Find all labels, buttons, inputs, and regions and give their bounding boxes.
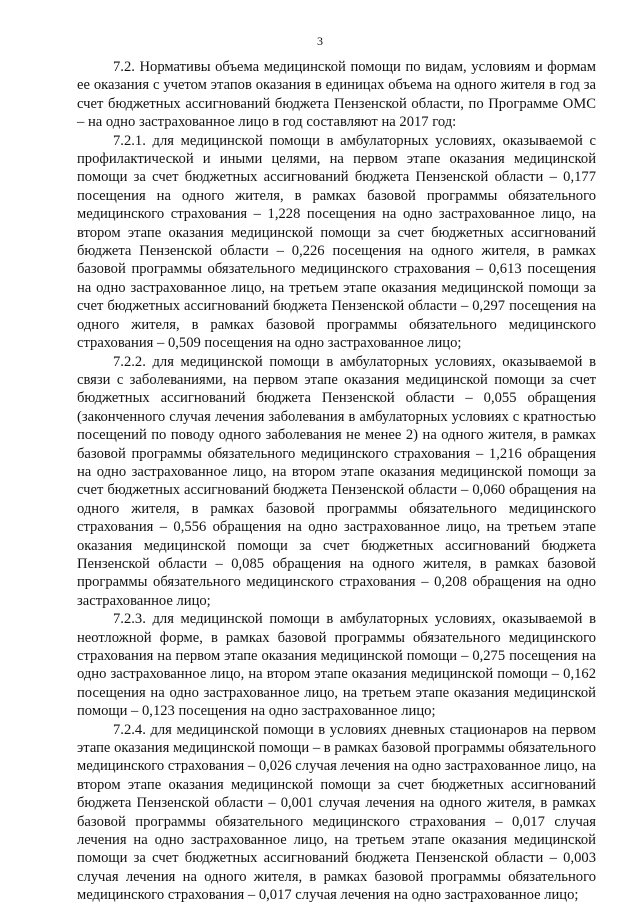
paragraph-7-2-2: 7.2.2. для медицинской помощи в амбулаторных условиях, оказываемой в связи с заболеваниями, на первом этапе оказания медицинской помощи за счет бюджетных ассигнований бюджета Пензенской области – 0,055 обращения (законченного случая лечения заболевания в амбулаторных условиях с кратностью посещений по поводу одного заболевания не менее 2) на одного жителя, в рамках базовой программы обязательного медицинского страхования – 1,216 обращения на одно застрахованное лицо, на втором этапе оказания медицинской помощи за счет бюджетных ассигнований бюджета Пензенской области – 0,060 обращения на одного жителя, в рамках базовой программы обязательного медицинского страхования – 0,556 обращения на одно застрахованное лицо, на третьем этапе оказания медицинской помощи за счет бюджетных ассигнований бюджета Пензенской области – 0,085 обращения на одного жителя, в рамках базовой программы обязательного медицинского страхования – 0,208 обращения на одно застрахованное лицо; <box>77 353 596 609</box>
document-body <box>77 58 596 905</box>
paragraph-7-2-3: 7.2.3. для медицинской помощи в амбулаторных условиях, оказываемой в неотложной форме, в рамках базовой программы обязательного медицинского страхования на первом этапе оказания медицинской помощи – 0,275 посещения на одно застрахованное лицо, на втором этапе оказания медицинской помощи – 0,162 посещения на одно застрахованное лицо, на третьем этапе оказания медицинской помощи – 0,123 посещения на одно застрахованное лицо; <box>77 611 596 720</box>
paragraph-7-2-4: 7.2.4. для медицинской помощи в условиях дневных стационаров на первом этапе оказания медицинской помощи – в рамках базовой программы обязательного медицинского страхования – 0,026 случая лечения на одно застрахованное лицо, на втором этапе оказания медицинской помощи за счет бюджетных ассигнований бюджета Пензенской области – 0,001 случая лечения на одного жителя, в рамках базовой программы обязательного медицинского страхования – 0,017 случая лечения на одно застрахованное лицо, на третьем этапе оказания медицинской помощи за счет бюджетных ассигнований бюджета Пензенской области – 0,003 случая лечения на одного жителя, в рамках базовой программы обязательного медицинского страхования – 0,017 случая лечения на одно застрахованное лицо; <box>77 721 596 904</box>
paragraph-7-2: 7.2. Нормативы объема медицинской помощи по видам, условиям и формам ее оказания с учетом этапов оказания в единицах объема на одного жителя в год за счет бюджетных ассигнований бюджета Пензенской области, по Программе ОМС – на одно застрахованное лицо в год составляют на 2017 год: <box>77 59 596 131</box>
page-number: 3 <box>317 34 323 48</box>
paragraph-7-2-1: 7.2.1. для медицинской помощи в амбулаторных условиях, оказываемой с профилактической и иными целями, на первом этапе оказания медицинской помощи за счет бюджетных ассигнований бюджета Пензенской области – 0,177 посещения на одного жителя, в рамках базовой программы обязательного медицинского страхования – 1,228 посещения на одно застрахованное лицо, на втором этапе оказания медицинской помощи за счет бюджетных ассигнований бюджета Пензенской области – 0,226 посещения на одного жителя, в рамках базовой программы обязательного медицинского страхования – 0,613 посещения на одно застрахованное лицо, на третьем этапе оказания медицинской помощи за счет бюджетных ассигнований бюджета Пензенской области – 0,297 посещения на одного жителя, в рамках базовой программы обязательного медицинского страхования – 0,509 посещения на одно застрахованное лицо; <box>77 132 596 352</box>
